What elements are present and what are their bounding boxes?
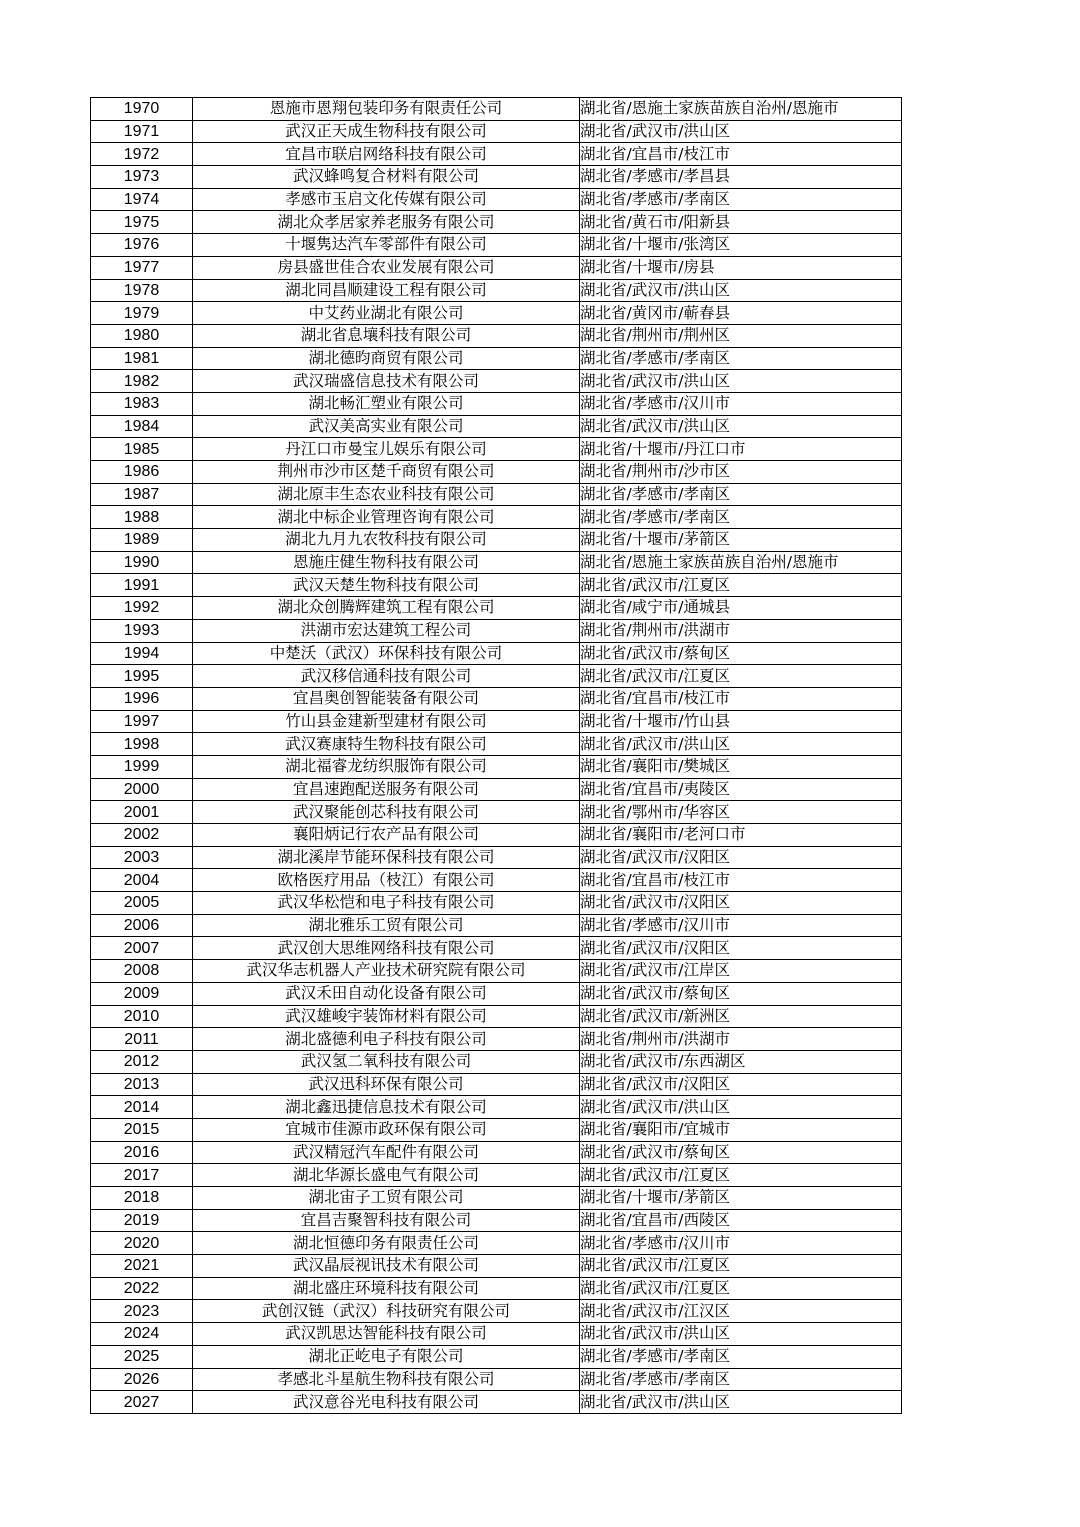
company-name-cell: 竹山县金建新型建材有限公司 [193,710,580,733]
company-name-cell: 湖北众孝居家养老服务有限公司 [193,211,580,234]
region-cell: 湖北省/武汉市/江夏区 [580,574,902,597]
table-row [91,1209,902,1232]
region-cell: 湖北省/武汉市/洪山区 [580,1096,902,1119]
region-cell: 湖北省/孝感市/汉川市 [580,392,902,415]
table-row [91,1368,902,1391]
row-number-cell: 1977 [91,256,193,279]
region-cell: 湖北省/荆州市/洪湖市 [580,1028,902,1051]
region-cell: 湖北省/武汉市/蔡甸区 [580,1141,902,1164]
row-number-cell: 1979 [91,302,193,325]
company-name-cell: 武汉创大思维网络科技有限公司 [193,937,580,960]
company-name-cell: 武汉聚能创芯科技有限公司 [193,801,580,824]
table-row [91,1028,902,1051]
region-cell: 湖北省/十堰市/竹山县 [580,710,902,733]
table-row [91,1073,902,1096]
row-number-cell: 2012 [91,1050,193,1073]
row-number-cell: 2000 [91,778,193,801]
table-row [91,778,902,801]
table-row [91,347,902,370]
company-name-cell: 湖北众创腾辉建筑工程有限公司 [193,597,580,620]
row-number-cell: 1976 [91,234,193,257]
region-cell: 湖北省/武汉市/江汉区 [580,1300,902,1323]
company-name-cell: 宜昌速跑配送服务有限公司 [193,778,580,801]
row-number-cell: 1991 [91,574,193,597]
row-number-cell: 2006 [91,914,193,937]
company-name-cell: 宜城市佳源市政环保有限公司 [193,1118,580,1141]
table-row [91,1300,902,1323]
region-cell: 湖北省/武汉市/东西湖区 [580,1050,902,1073]
table-row [91,574,902,597]
row-number-cell: 2023 [91,1300,193,1323]
table-row [91,1187,902,1210]
row-number-cell: 2010 [91,1005,193,1028]
row-number-cell: 1980 [91,324,193,347]
region-cell: 湖北省/孝感市/孝南区 [580,347,902,370]
table-row [91,960,902,983]
company-name-cell: 孝感市玉启文化传媒有限公司 [193,188,580,211]
table-row [91,619,902,642]
region-cell: 湖北省/孝感市/孝南区 [580,483,902,506]
company-name-cell: 丹江口市曼宝儿娱乐有限公司 [193,438,580,461]
company-name-cell: 十堰隽达汽车零部件有限公司 [193,234,580,257]
region-cell: 湖北省/武汉市/洪山区 [580,1391,902,1414]
row-number-cell: 1986 [91,461,193,484]
table-row [91,733,902,756]
row-number-cell: 1996 [91,687,193,710]
table-row [91,597,902,620]
company-name-cell: 湖北畅汇塑业有限公司 [193,392,580,415]
region-cell: 湖北省/宜昌市/枝江市 [580,687,902,710]
table-row [91,256,902,279]
region-cell: 湖北省/宜昌市/枝江市 [580,143,902,166]
table-row [91,914,902,937]
company-name-cell: 武汉意谷光电科技有限公司 [193,1391,580,1414]
region-cell: 湖北省/十堰市/茅箭区 [580,529,902,552]
company-name-cell: 湖北同昌顺建设工程有限公司 [193,279,580,302]
row-number-cell: 1997 [91,710,193,733]
table-row [91,551,902,574]
row-number-cell: 2018 [91,1187,193,1210]
table-row [91,98,902,121]
table-row [91,415,902,438]
row-number-cell: 2016 [91,1141,193,1164]
table-row [91,846,902,869]
row-number-cell: 1999 [91,755,193,778]
region-cell: 湖北省/武汉市/江夏区 [580,665,902,688]
company-name-cell: 武汉移信通科技有限公司 [193,665,580,688]
row-number-cell: 1978 [91,279,193,302]
row-number-cell: 1971 [91,120,193,143]
row-number-cell: 2013 [91,1073,193,1096]
row-number-cell: 2022 [91,1277,193,1300]
row-number-cell: 1972 [91,143,193,166]
table-row [91,279,902,302]
company-name-cell: 中楚沃（武汉）环保科技有限公司 [193,642,580,665]
company-name-cell: 恩施市恩翔包装印务有限责任公司 [193,98,580,121]
row-number-cell: 1994 [91,642,193,665]
table-row [91,1277,902,1300]
region-cell: 湖北省/武汉市/洪山区 [580,120,902,143]
company-name-cell: 洪湖市宏达建筑工程公司 [193,619,580,642]
row-number-cell: 1984 [91,415,193,438]
row-number-cell: 2017 [91,1164,193,1187]
row-number-cell: 1989 [91,529,193,552]
region-cell: 湖北省/孝感市/孝昌县 [580,166,902,189]
table-row [91,324,902,347]
region-cell: 湖北省/恩施土家族苗族自治州/恩施市 [580,98,902,121]
row-number-cell: 2007 [91,937,193,960]
region-cell: 湖北省/荆州市/洪湖市 [580,619,902,642]
region-cell: 湖北省/武汉市/洪山区 [580,733,902,756]
table-row [91,188,902,211]
table-row [91,211,902,234]
region-cell: 湖北省/孝感市/孝南区 [580,506,902,529]
row-number-cell: 1998 [91,733,193,756]
row-number-cell: 2014 [91,1096,193,1119]
company-name-cell: 武汉华松恺和电子科技有限公司 [193,892,580,915]
table-row [91,302,902,325]
row-number-cell: 2003 [91,846,193,869]
company-name-cell: 武汉美高实业有限公司 [193,415,580,438]
company-name-cell: 荆州市沙市区楚千商贸有限公司 [193,461,580,484]
region-cell: 湖北省/十堰市/茅箭区 [580,1187,902,1210]
region-cell: 湖北省/十堰市/张湾区 [580,234,902,257]
table-row [91,869,902,892]
table-row [91,483,902,506]
company-name-cell: 湖北鑫迅捷信息技术有限公司 [193,1096,580,1119]
company-name-cell: 湖北中标企业管理咨询有限公司 [193,506,580,529]
row-number-cell: 2021 [91,1255,193,1278]
region-cell: 湖北省/武汉市/洪山区 [580,1323,902,1346]
table-row [91,1164,902,1187]
row-number-cell: 2001 [91,801,193,824]
table-row [91,1255,902,1278]
table-row [91,710,902,733]
row-number-cell: 2002 [91,824,193,847]
company-name-cell: 湖北盛德利电子科技有限公司 [193,1028,580,1051]
row-number-cell: 1981 [91,347,193,370]
row-number-cell: 2005 [91,892,193,915]
company-name-cell: 湖北福睿龙纺织服饰有限公司 [193,755,580,778]
company-name-cell: 房县盛世佳合农业发展有限公司 [193,256,580,279]
company-name-cell: 武汉迅科环保有限公司 [193,1073,580,1096]
row-number-cell: 2025 [91,1345,193,1368]
region-cell: 湖北省/鄂州市/华容区 [580,801,902,824]
table-row [91,529,902,552]
company-name-cell: 武汉华志机器人产业技术研究院有限公司 [193,960,580,983]
table-row [91,1141,902,1164]
region-cell: 湖北省/十堰市/房县 [580,256,902,279]
company-name-cell: 湖北恒德印务有限责任公司 [193,1232,580,1255]
row-number-cell: 2009 [91,982,193,1005]
region-cell: 湖北省/武汉市/江夏区 [580,1164,902,1187]
region-cell: 湖北省/恩施土家族苗族自治州/恩施市 [580,551,902,574]
company-name-cell: 宜昌市联启网络科技有限公司 [193,143,580,166]
table-row [91,801,902,824]
table-row [91,1005,902,1028]
company-name-cell: 欧格医疗用品（枝江）有限公司 [193,869,580,892]
region-cell: 湖北省/宜昌市/西陵区 [580,1209,902,1232]
region-cell: 湖北省/孝感市/孝南区 [580,1368,902,1391]
row-number-cell: 2015 [91,1118,193,1141]
region-cell: 湖北省/武汉市/蔡甸区 [580,982,902,1005]
row-number-cell: 1982 [91,370,193,393]
table-row [91,1323,902,1346]
company-name-cell: 襄阳炳记行农产品有限公司 [193,824,580,847]
row-number-cell: 2020 [91,1232,193,1255]
company-name-cell: 湖北盛庄环境科技有限公司 [193,1277,580,1300]
table-row [91,166,902,189]
region-cell: 湖北省/宜昌市/枝江市 [580,869,902,892]
row-number-cell: 1970 [91,98,193,121]
company-name-cell: 恩施庄健生物科技有限公司 [193,551,580,574]
company-name-cell: 武汉氢二氧科技有限公司 [193,1050,580,1073]
table-row [91,506,902,529]
row-number-cell: 1988 [91,506,193,529]
table-row [91,1096,902,1119]
company-name-cell: 武汉晶辰视讯技术有限公司 [193,1255,580,1278]
row-number-cell: 2024 [91,1323,193,1346]
table-row [91,234,902,257]
region-cell: 湖北省/武汉市/洪山区 [580,415,902,438]
company-name-cell: 中艾药业湖北有限公司 [193,302,580,325]
company-name-cell: 武汉赛康特生物科技有限公司 [193,733,580,756]
region-cell: 湖北省/孝感市/孝南区 [580,1345,902,1368]
company-name-cell: 武汉凯思达智能科技有限公司 [193,1323,580,1346]
region-cell: 湖北省/武汉市/洪山区 [580,279,902,302]
table-row [91,1118,902,1141]
region-cell: 湖北省/襄阳市/老河口市 [580,824,902,847]
region-cell: 湖北省/荆州市/荆州区 [580,324,902,347]
table-row [91,1391,902,1414]
region-cell: 湖北省/襄阳市/樊城区 [580,755,902,778]
company-name-cell: 武汉瑞盛信息技术有限公司 [193,370,580,393]
region-cell: 湖北省/黄冈市/蕲春县 [580,302,902,325]
region-cell: 湖北省/咸宁市/通城县 [580,597,902,620]
company-list-body [91,98,902,1414]
table-row [91,937,902,960]
region-cell: 湖北省/孝感市/孝南区 [580,188,902,211]
table-row [91,1345,902,1368]
region-cell: 湖北省/武汉市/江夏区 [580,1255,902,1278]
row-number-cell: 1975 [91,211,193,234]
table-row [91,982,902,1005]
table-row [91,1232,902,1255]
company-name-cell: 湖北正屹电子有限公司 [193,1345,580,1368]
table-row [91,370,902,393]
table-row [91,461,902,484]
table-row [91,755,902,778]
region-cell: 湖北省/孝感市/汉川市 [580,914,902,937]
company-name-cell: 湖北原丰生态农业科技有限公司 [193,483,580,506]
region-cell: 湖北省/武汉市/新洲区 [580,1005,902,1028]
company-name-cell: 湖北九月九农牧科技有限公司 [193,529,580,552]
region-cell: 湖北省/荆州市/沙市区 [580,461,902,484]
table-row [91,642,902,665]
company-name-cell: 武汉禾田自动化设备有限公司 [193,982,580,1005]
table-row [91,892,902,915]
table-row [91,1050,902,1073]
table-row [91,143,902,166]
row-number-cell: 2019 [91,1209,193,1232]
row-number-cell: 2004 [91,869,193,892]
row-number-cell: 2026 [91,1368,193,1391]
company-name-cell: 湖北华源长盛电气有限公司 [193,1164,580,1187]
row-number-cell: 2027 [91,1391,193,1414]
company-name-cell: 湖北德昀商贸有限公司 [193,347,580,370]
table-row [91,665,902,688]
table-row [91,687,902,710]
company-name-cell: 宜昌吉聚智科技有限公司 [193,1209,580,1232]
region-cell: 湖北省/十堰市/丹江口市 [580,438,902,461]
row-number-cell: 1987 [91,483,193,506]
company-name-cell: 武汉天楚生物科技有限公司 [193,574,580,597]
table-row [91,438,902,461]
region-cell: 湖北省/武汉市/江夏区 [580,1277,902,1300]
company-name-cell: 武汉蜂鸣复合材料有限公司 [193,166,580,189]
region-cell: 湖北省/武汉市/汉阳区 [580,892,902,915]
region-cell: 湖北省/黄石市/阳新县 [580,211,902,234]
row-number-cell: 1973 [91,166,193,189]
company-name-cell: 武汉精冠汽车配件有限公司 [193,1141,580,1164]
table-row [91,824,902,847]
company-name-cell: 湖北雅乐工贸有限公司 [193,914,580,937]
table-row [91,120,902,143]
region-cell: 湖北省/孝感市/汉川市 [580,1232,902,1255]
region-cell: 湖北省/武汉市/蔡甸区 [580,642,902,665]
company-name-cell: 湖北溪岸节能环保科技有限公司 [193,846,580,869]
row-number-cell: 1974 [91,188,193,211]
company-list-table [90,97,902,1414]
region-cell: 湖北省/武汉市/汉阳区 [580,937,902,960]
company-name-cell: 武汉正天成生物科技有限公司 [193,120,580,143]
row-number-cell: 1985 [91,438,193,461]
company-name-cell: 孝感北斗星航生物科技有限公司 [193,1368,580,1391]
row-number-cell: 1992 [91,597,193,620]
row-number-cell: 1993 [91,619,193,642]
company-name-cell: 宜昌奥创智能装备有限公司 [193,687,580,710]
region-cell: 湖北省/武汉市/汉阳区 [580,1073,902,1096]
region-cell: 湖北省/武汉市/江岸区 [580,960,902,983]
region-cell: 湖北省/宜昌市/夷陵区 [580,778,902,801]
row-number-cell: 2011 [91,1028,193,1051]
row-number-cell: 1990 [91,551,193,574]
row-number-cell: 1995 [91,665,193,688]
row-number-cell: 1983 [91,392,193,415]
table-row [91,392,902,415]
region-cell: 湖北省/襄阳市/宜城市 [580,1118,902,1141]
company-name-cell: 湖北宙子工贸有限公司 [193,1187,580,1210]
company-name-cell: 湖北省息壤科技有限公司 [193,324,580,347]
company-name-cell: 武汉雄峻宇装饰材料有限公司 [193,1005,580,1028]
company-name-cell: 武创汉链（武汉）科技研究有限公司 [193,1300,580,1323]
row-number-cell: 2008 [91,960,193,983]
region-cell: 湖北省/武汉市/汉阳区 [580,846,902,869]
region-cell: 湖北省/武汉市/洪山区 [580,370,902,393]
